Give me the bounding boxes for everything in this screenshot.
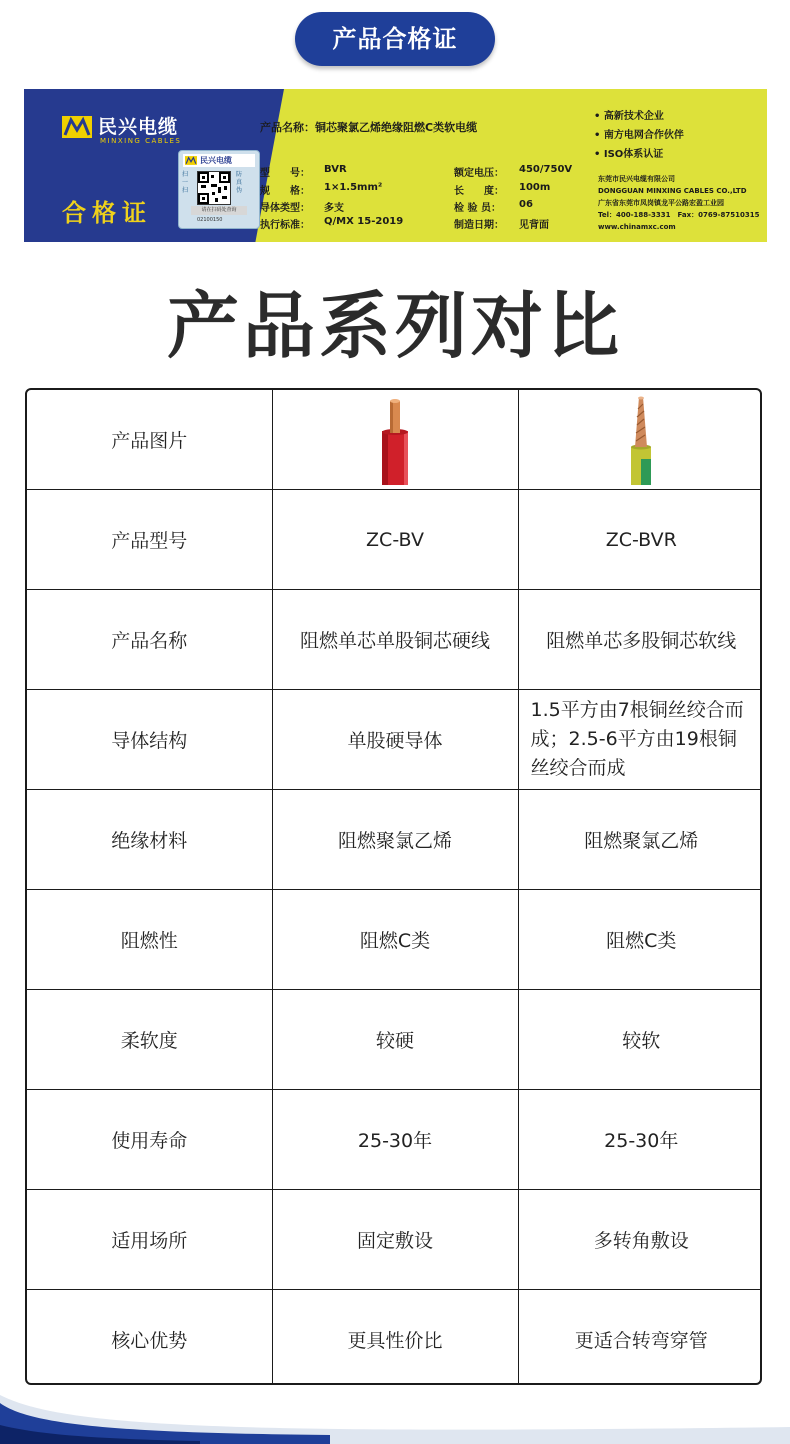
row-label: 产品名称 — [27, 590, 272, 690]
spec-value: BVR — [324, 164, 347, 175]
spec-value: 450/750V — [519, 164, 573, 175]
bvr-stranded-wire-image — [621, 395, 661, 485]
spec-value: 100m — [519, 182, 551, 193]
anti-counterfeit-qr-card — [178, 150, 260, 229]
table-row — [27, 790, 762, 890]
spec-label: 制造日期： — [454, 220, 504, 231]
row-label: 绝缘材料 — [27, 790, 272, 890]
table-row — [27, 1090, 762, 1190]
company-name-cn: 东莞市民兴电缆有限公司 — [598, 175, 675, 183]
cell-bv: 25-30年 — [272, 1090, 518, 1190]
minxing-logo-icon — [62, 116, 92, 138]
qr-code-icon — [197, 171, 231, 205]
qr-serial-number: 02100150 — [197, 217, 223, 223]
qr-bottom-text: 请在扫码处查询 — [191, 206, 247, 215]
table-row — [27, 590, 762, 690]
bv-solid-wire-image — [375, 395, 415, 485]
row-label: 导体结构 — [27, 690, 272, 790]
row-label: 使用寿命 — [27, 1090, 272, 1190]
certificate-title: 合格证 — [62, 199, 152, 227]
qr-card-brand: 民兴电缆 — [200, 156, 232, 165]
cell-bv: 阻燃C类 — [272, 890, 518, 990]
table-row — [27, 390, 762, 490]
spec-label: 规 格： — [260, 186, 310, 197]
cell-bvr: 阻燃聚氯乙烯 — [518, 790, 762, 890]
badge-item: • 高新技术企业 — [594, 107, 684, 126]
row-label: 阻燃性 — [27, 890, 272, 990]
certificate-pill-title: 产品合格证 — [295, 12, 495, 66]
cell-bvr: ZC-BVR — [518, 490, 762, 590]
spec-value: 06 — [519, 199, 533, 210]
badge-item: • ISO体系认证 — [594, 145, 684, 164]
cell-bvr: 1.5平方由7根铜丝绞合而成；2.5-6平方由19根铜丝绞合而成 — [518, 690, 762, 790]
certificate-product-name: 产品名称：铜芯聚氯乙烯绝缘阻燃C类软电缆 — [260, 121, 478, 134]
minxing-small-logo-icon — [185, 156, 197, 165]
qr-side-left: 扫一扫 — [182, 171, 189, 194]
bv-wire-image-cell — [272, 390, 518, 490]
cell-bv: 较硬 — [272, 990, 518, 1090]
spec-value: 多支 — [324, 203, 344, 214]
cell-bv: ZC-BV — [272, 490, 518, 590]
company-address: 广东省东莞市凤岗镇龙平公路宏盈工业园 — [598, 199, 724, 207]
cell-bv: 阻燃聚氯乙烯 — [272, 790, 518, 890]
table-row — [27, 990, 762, 1090]
comparison-table — [25, 388, 762, 1385]
table-row — [27, 890, 762, 990]
cell-bvr: 更适合转弯穿管 — [518, 1290, 762, 1386]
company-name-en: DONGGUAN MINXING CABLES CO.,LTD — [598, 187, 747, 195]
cell-bv: 更具性价比 — [272, 1290, 518, 1386]
row-label: 核心优势 — [27, 1290, 272, 1386]
spec-label: 执行标准： — [260, 220, 310, 231]
company-phone: Tel：400-188-3331 Fax：0769-87510315 — [598, 211, 760, 219]
brand-name-cn: 民兴电缆 — [98, 115, 179, 138]
cell-bvr: 阻燃单芯多股铜芯软线 — [518, 590, 762, 690]
table-row — [27, 690, 762, 790]
bottom-wave-decoration — [0, 1395, 790, 1444]
spec-value: 1×1.5mm² — [324, 182, 383, 193]
cell-bvr: 较软 — [518, 990, 762, 1090]
certificate-badges — [594, 107, 684, 164]
row-label: 产品图片 — [27, 390, 272, 490]
row-label: 柔软度 — [27, 990, 272, 1090]
table-row — [27, 1190, 762, 1290]
page-heading: 产品系列对比 — [166, 284, 623, 368]
table-row — [27, 1290, 762, 1386]
spec-value: 见背面 — [519, 220, 549, 231]
cell-bvr: 25-30年 — [518, 1090, 762, 1190]
company-info — [598, 173, 759, 233]
row-label: 适用场所 — [27, 1190, 272, 1290]
cell-bvr: 阻燃C类 — [518, 890, 762, 990]
badge-item: • 南方电网合作伙伴 — [594, 126, 684, 145]
brand-logo-block — [62, 116, 178, 138]
qr-side-right: 防真伪 — [236, 171, 243, 194]
brand-name-en: MINXING CABLES — [100, 137, 182, 145]
table-row — [27, 490, 762, 590]
bvr-wire-image-cell — [518, 390, 762, 490]
spec-label: 长 度： — [454, 186, 504, 197]
row-label: 产品型号 — [27, 490, 272, 590]
spec-label: 导体类型： — [260, 203, 310, 214]
spec-label: 检 验 员： — [454, 203, 501, 214]
cell-bv: 阻燃单芯单股铜芯硬线 — [272, 590, 518, 690]
cell-bv: 固定敷设 — [272, 1190, 518, 1290]
cell-bv: 单股硬导体 — [272, 690, 518, 790]
spec-label: 型 号： — [260, 168, 310, 179]
company-website: www.chinamxc.com — [598, 223, 676, 231]
certificate-banner — [24, 89, 767, 242]
spec-value: Q/MX 15-2019 — [324, 216, 404, 227]
cell-bvr: 多转角敷设 — [518, 1190, 762, 1290]
spec-label: 额定电压： — [454, 168, 504, 179]
